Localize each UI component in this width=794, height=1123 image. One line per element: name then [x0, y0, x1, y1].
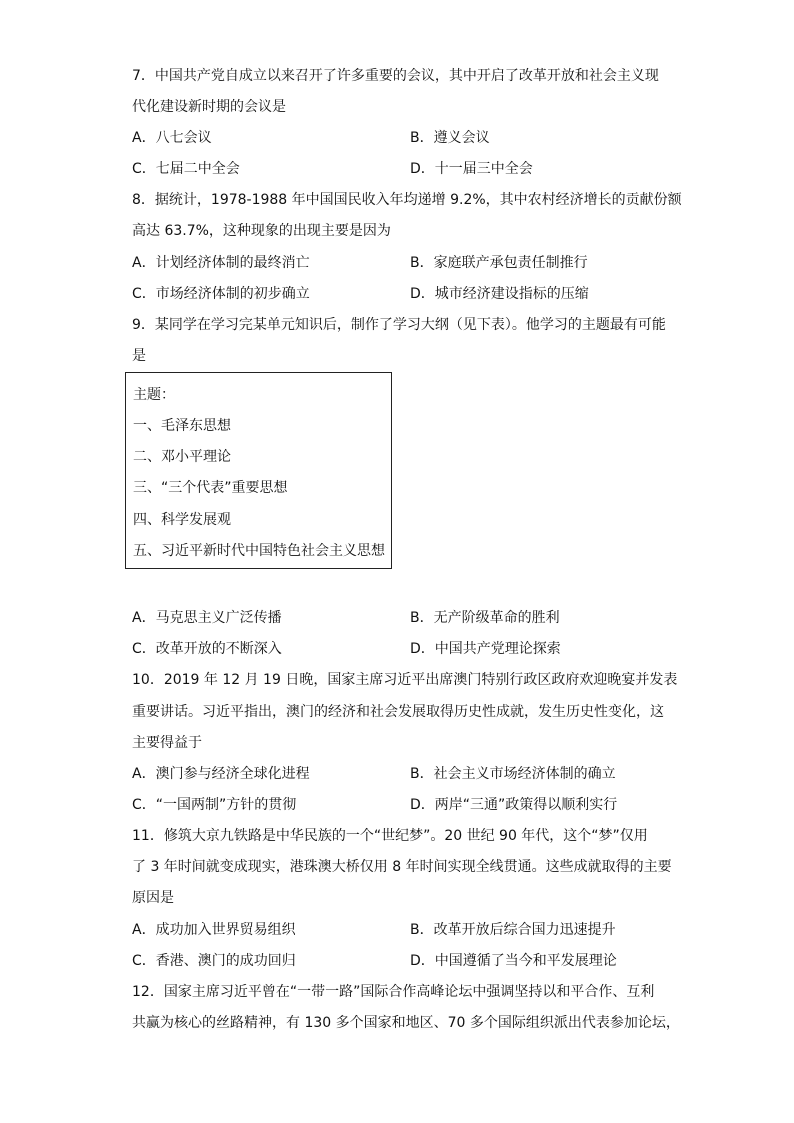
q10-stem-line-3: 主要得益于	[132, 735, 202, 751]
q12-stem-line-1: 12．国家主席习近平曾在“一带一路”国际合作高峰论坛中强调坚持以和平合作、互利	[132, 984, 655, 1000]
q7-option-d: D．十一届三中全会	[410, 161, 533, 177]
outline-item-5: 五、习近平新时代中国特色社会主义思想	[133, 543, 385, 559]
q10-option-c: C．“一国两制”方针的贯彻	[132, 797, 297, 813]
q9-stem-line-1: 9．某同学在学习完某单元知识后，制作了学习大纲（见下表）。他学习的主题最有可能	[132, 317, 666, 333]
q11-option-c: C．香港、澳门的成功回归	[132, 953, 296, 969]
q7-stem-line-1: 7．中国共产党自成立以来召开了许多重要的会议，其中开启了改革开放和社会主义现	[132, 68, 659, 84]
q10-stem-line-1: 10．2019 年 12 月 19 日晚，国家主席习近平出席澳门特别行政区政府欢迎晚宴并发表	[132, 672, 678, 688]
q11-option-a: A．成功加入世界贸易组织	[132, 922, 296, 938]
q10-option-d: D．两岸“三通”政策得以顺利实行	[410, 797, 618, 813]
q11-option-d: D．中国遵循了当今和平发展理论	[410, 953, 617, 969]
q8-option-d: D．城市经济建设指标的压缩	[410, 286, 589, 302]
q7-option-c: C．七届二中全会	[132, 161, 240, 177]
q9-option-c: C．改革开放的不断深入	[132, 641, 282, 657]
q8-stem-line-2: 高达 63.7%，这种现象的出现主要是因为	[132, 223, 391, 239]
q11-stem-line-2: 了 3 年时间就变成现实，港珠澳大桥仅用 8 年时间实现全线贯通。这些成就取得的主要	[132, 859, 672, 875]
q8-option-b: B．家庭联产承包责任制推行	[410, 255, 588, 271]
outline-item-4: 四、科学发展观	[133, 512, 231, 528]
q10-option-a: A．澳门参与经济全球化进程	[132, 766, 310, 782]
outline-item-3: 三、“三个代表”重要思想	[133, 480, 288, 496]
q8-option-a: A．计划经济体制的最终消亡	[132, 255, 310, 271]
outline-item-1: 一、毛泽东思想	[133, 418, 231, 434]
q7-option-a: A．八七会议	[132, 130, 212, 146]
q11-stem-line-1: 11．修筑大京九铁路是中华民族的一个“世纪梦”。20 世纪 90 年代，这个“梦”仅用	[132, 828, 648, 844]
q9-option-b: B．无产阶级革命的胜利	[410, 610, 560, 626]
q8-stem-line-1: 8．据统计，1978-1988 年中国国民收入年均递增 9.2%，其中农村经济增长的贡献份额	[132, 192, 682, 208]
q10-option-b: B．社会主义市场经济体制的确立	[410, 766, 616, 782]
outline-item-2: 二、邓小平理论	[133, 449, 231, 465]
q9-option-d: D．中国共产党理论探索	[410, 641, 561, 657]
outline-title: 主题：	[133, 387, 175, 403]
q11-option-b: B．改革开放后综合国力迅速提升	[410, 922, 616, 938]
q9-option-a: A．马克思主义广泛传播	[132, 610, 282, 626]
study-outline-box	[125, 372, 392, 569]
q7-stem-line-2: 代化建设新时期的会议是	[132, 99, 286, 115]
q11-stem-line-3: 原因是	[132, 890, 174, 906]
q12-stem-line-2: 共赢为核心的丝路精神，有 130 多个国家和地区、70 多个国际组织派出代表参加论坛，	[132, 1015, 680, 1031]
q10-stem-line-2: 重要讲话。习近平指出，澳门的经济和社会发展取得历史性成就，发生历史性变化，这	[132, 704, 664, 720]
q7-option-b: B．遵义会议	[410, 130, 490, 146]
q8-option-c: C．市场经济体制的初步确立	[132, 286, 310, 302]
q9-stem-line-2: 是	[132, 348, 146, 364]
